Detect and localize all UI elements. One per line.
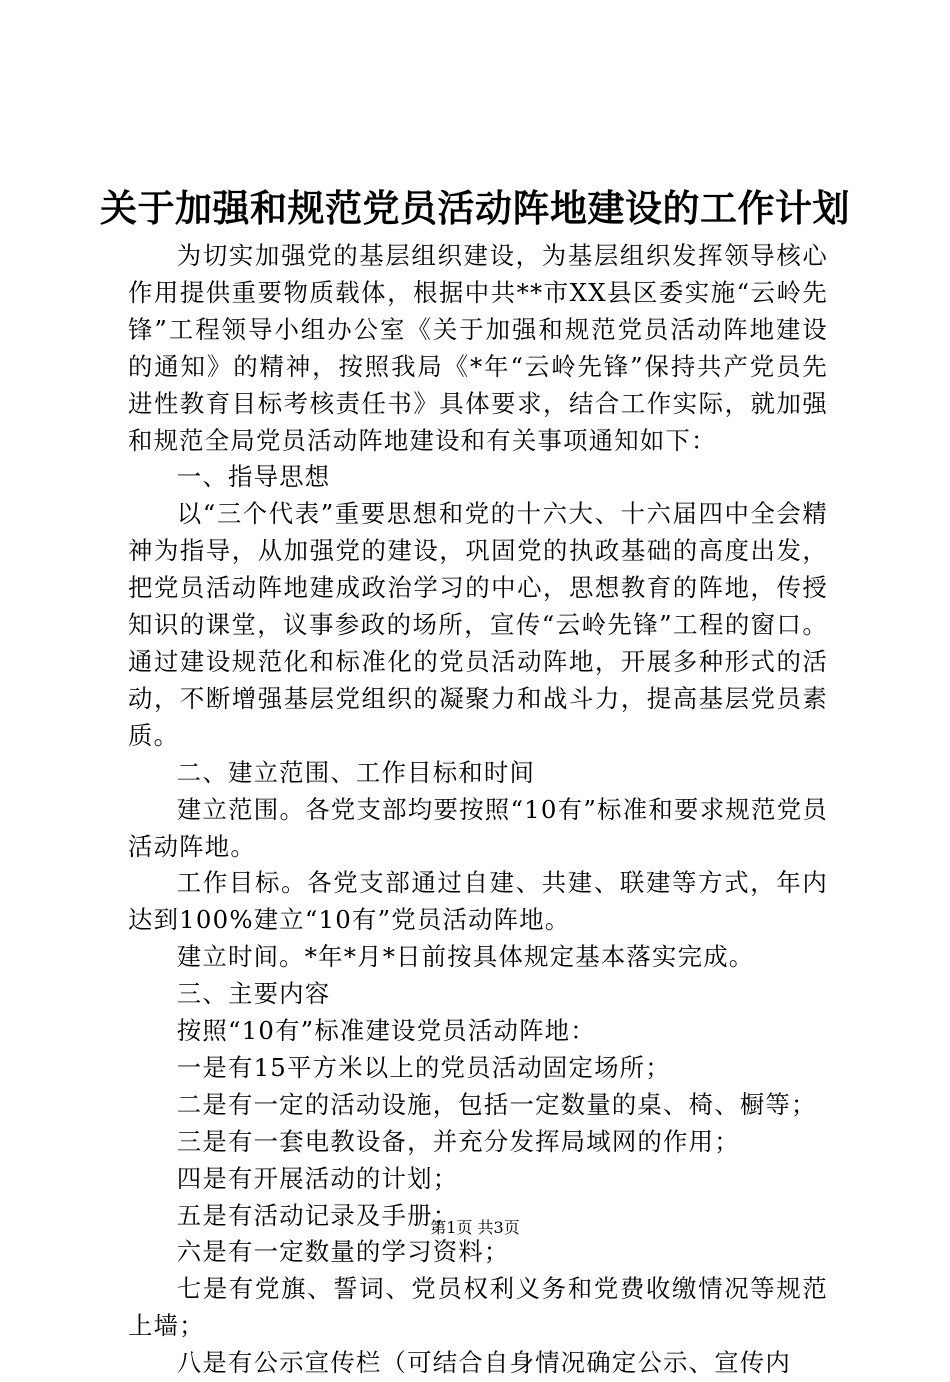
- guiding-ideology-paragraph: 以“三个代表”重要思想和党的十六大、十六届四中全会精神为指导，从加强党的建设，巩固党的执政基础的高度出发，把党员活动阵地建成政治学习的中心，思想教育的阵地，传授知识的课堂，议事参政的场所，宣传“云岭先锋”工程的窗口。通过建设规范化和标准化的党员活动阵地，开展多种形式的活动，不断增强基层党组织的凝聚力和战斗力，提高基层党员素质。: [128, 499, 828, 750]
- section-heading-guiding-ideology: 一、指导思想: [176, 462, 331, 492]
- list-item: 二是有一定的活动设施，包括一定数量的桌、椅、橱等；: [176, 1089, 817, 1119]
- page-footer: 第1页 共3页: [430, 1218, 520, 1237]
- document-title: 关于加强和规范党员活动阵地建设的工作计划: [100, 187, 850, 230]
- time-paragraph: 建立时间。*年*月*日前按具体规定基本落实完成。: [176, 942, 755, 972]
- list-item: 七是有党旗、誓词、党员权利义务和党费收缴情况等规范上墙；: [128, 1274, 828, 1341]
- list-item: 一是有15平方米以上的党员活动固定场所；: [176, 1052, 671, 1082]
- section-heading-main-content: 三、主要内容: [176, 979, 331, 1009]
- standard-intro: 按照“10有”标准建设党员活动阵地：: [176, 1016, 596, 1046]
- list-item: 三是有一套电教设备，并充分发挥局域网的作用；: [176, 1126, 740, 1156]
- section-heading-scope-goals-time: 二、建立范围、工作目标和时间: [176, 757, 536, 787]
- list-item: 五是有活动记录及手册；: [176, 1200, 459, 1230]
- goal-paragraph: 工作目标。各党支部通过自建、共建、联建等方式，年内达到100%建立“10有”党员活动阵地。: [128, 868, 828, 935]
- list-item: 八是有公示宣传栏（可结合自身情况确定公示、宣传内: [176, 1348, 791, 1378]
- intro-paragraph: 为切实加强党的基层组织建设，为基层组织发挥领导核心作用提供重要物质载体，根据中共**市XX县区委实施“云岭先锋”工程领导小组办公室《关于加强和规范党员活动阵地建设的通知》的精神，按照我局《*年“云岭先锋”保持共产党员先进性教育目标考核责任书》具体要求，结合工作实际，就加强和规范全局党员活动阵地建设和有关事项通知如下：: [128, 241, 828, 455]
- list-item: 四是有开展活动的计划；: [176, 1163, 459, 1193]
- scope-paragraph: 建立范围。各党支部均要按照“10有”标准和要求规范党员活动阵地。: [128, 794, 828, 861]
- document-body: [128, 238, 828, 1382]
- list-item: 六是有一定数量的学习资料；: [176, 1237, 510, 1267]
